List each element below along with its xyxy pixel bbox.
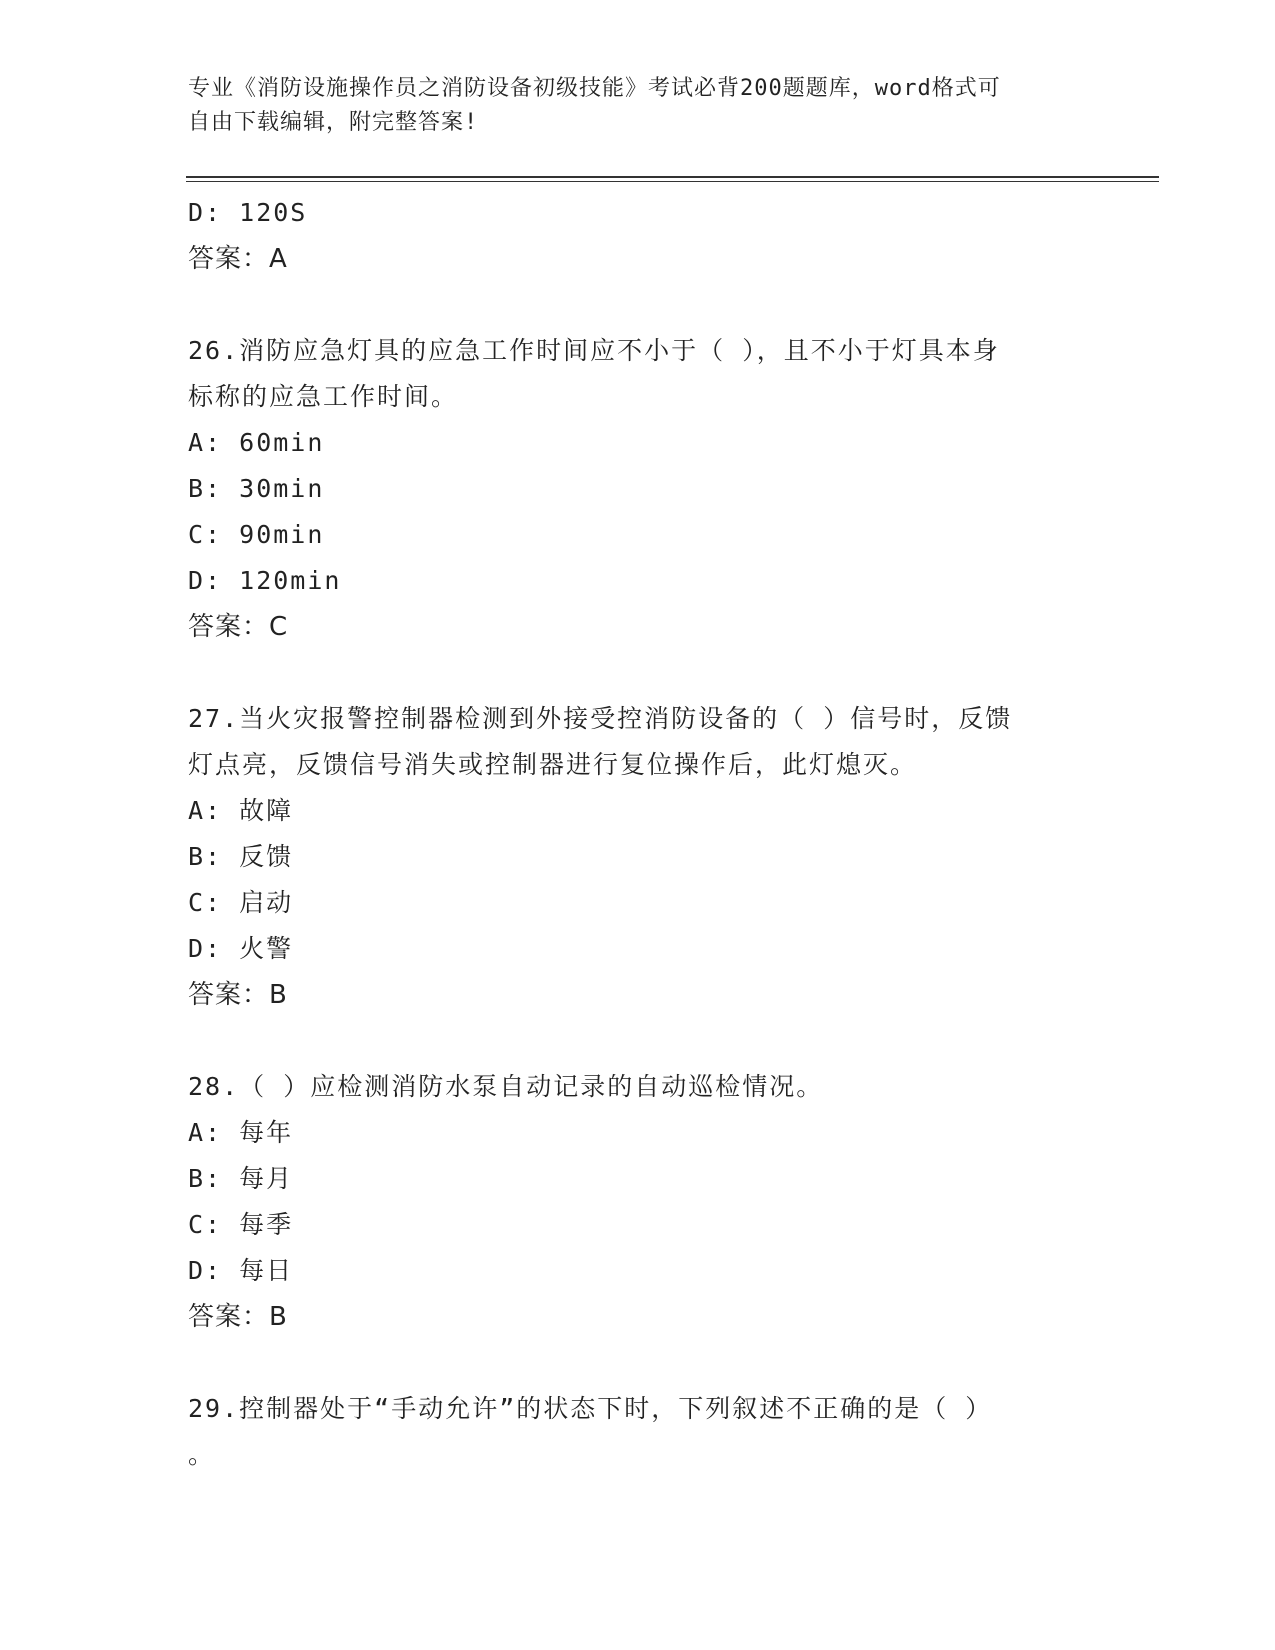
answer-line: 答案：B [188, 980, 288, 1010]
question-26 [188, 328, 1088, 650]
question-content [188, 190, 1088, 1478]
header-title-line-2: 自由下载编辑，附完整答案! [188, 110, 479, 135]
option-d: D: 120S [188, 198, 308, 227]
answer-line: 答案：A [188, 244, 288, 274]
option-b: B: 反馈 [188, 842, 294, 871]
spacer [188, 1340, 1088, 1386]
question-stem-continued: 灯点亮，反馈信号消失或控制器进行复位操作后，此灯熄灭。 [188, 750, 918, 779]
answer-line: 答案：C [188, 612, 289, 642]
question-28 [188, 1064, 1088, 1340]
option-c: C: 每季 [188, 1210, 294, 1239]
question-stem: 29.控制器处于“手动允许”的状态下时，下列叙述不正确的是（ ） [188, 1394, 993, 1423]
option-a: A: 60min [188, 428, 325, 457]
header-divider-thick [186, 176, 1159, 178]
question-29 [188, 1386, 1088, 1478]
option-d: D: 火警 [188, 934, 294, 963]
option-b: B: 30min [188, 474, 325, 503]
question-stem: 27.当火灾报警控制器检测到外接受控消防设备的（ ）信号时，反馈 [188, 704, 1013, 733]
header-divider-thin [186, 181, 1159, 182]
spacer [188, 1018, 1088, 1064]
spacer [188, 650, 1088, 696]
question-27 [188, 696, 1088, 1018]
question-stem: 28.（ ）应检测消防水泵自动记录的自动巡检情况。 [188, 1072, 824, 1101]
option-a: A: 每年 [188, 1118, 294, 1147]
question-stem: 26.消防应急灯具的应急工作时间应不小于（ ），且不小于灯具本身 [188, 336, 1000, 365]
spacer [188, 282, 1088, 328]
answer-line: 答案：B [188, 1302, 288, 1332]
question-stem-continued: 。 [188, 1440, 216, 1469]
header-title-line-1: 专业《消防设施操作员之消防设备初级技能》考试必背200题题库，word格式可 [188, 76, 1001, 101]
option-c: C: 90min [188, 520, 325, 549]
question-stem-continued: 标称的应急工作时间。 [188, 382, 459, 411]
option-d: D: 120min [188, 566, 342, 595]
option-b: B: 每月 [188, 1164, 294, 1193]
document-header [188, 72, 1068, 140]
option-c: C: 启动 [188, 888, 294, 917]
option-d: D: 每日 [188, 1256, 294, 1285]
option-a: A: 故障 [188, 796, 294, 825]
